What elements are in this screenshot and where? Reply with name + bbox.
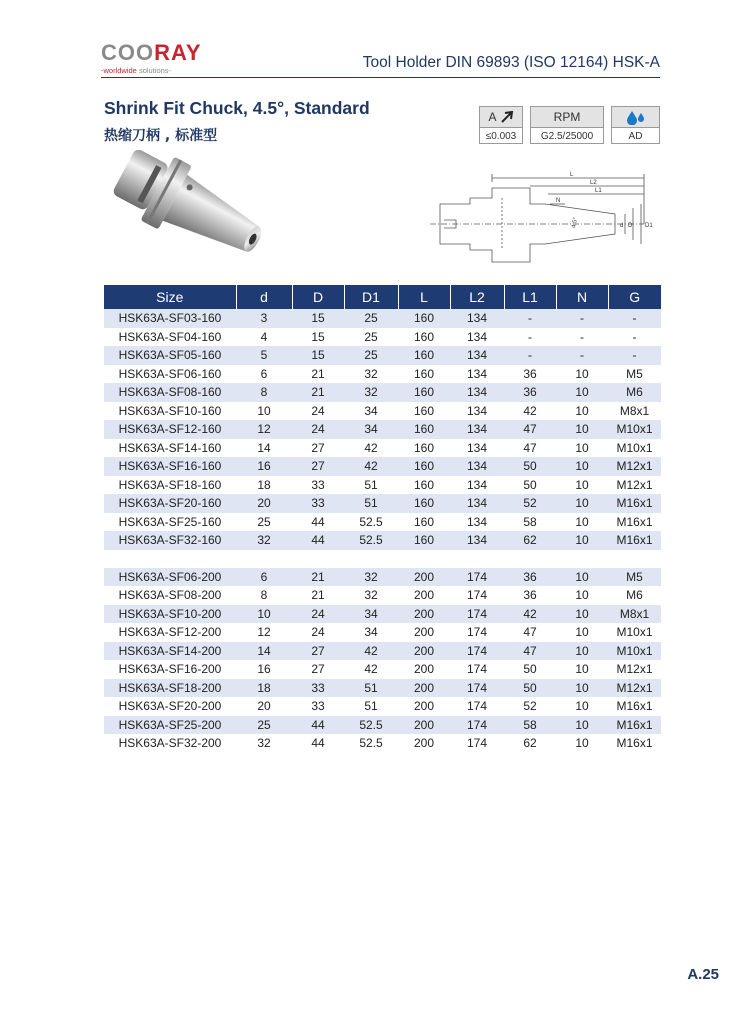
table-cell: 174 xyxy=(450,679,504,698)
table-cell: 36 xyxy=(504,568,556,587)
table-cell: HSK63A-SF16-200 xyxy=(118,662,222,677)
table-row xyxy=(104,716,661,735)
table-cell: HSK63A-SF18-200 xyxy=(104,679,236,698)
table-row xyxy=(104,660,661,679)
spec-runout-label: A xyxy=(488,110,497,124)
table-cell: - xyxy=(556,309,608,328)
table-row xyxy=(104,605,661,624)
table-header-row xyxy=(104,285,661,309)
column-header: L xyxy=(398,285,450,309)
table-cell: 36 xyxy=(504,383,556,402)
table-cell: 52.5 xyxy=(359,514,383,529)
table-cell: M6 xyxy=(626,588,643,603)
table-cell: 10 xyxy=(575,625,589,640)
table-cell: 10 xyxy=(575,477,589,492)
table-cell: 62 xyxy=(523,736,537,751)
table-cell: M16x1 xyxy=(608,716,661,735)
table-cell: 42 xyxy=(364,662,378,677)
table-cell: HSK63A-SF20-200 xyxy=(118,699,222,714)
table-cell: - xyxy=(504,309,556,328)
table-cell: 34 xyxy=(364,403,378,418)
table-cell: HSK63A-SF14-160 xyxy=(118,440,222,455)
table-cell: 10 xyxy=(575,514,589,529)
table-cell: - xyxy=(504,346,556,365)
table-cell: 32 xyxy=(364,366,378,381)
table-cell: M12x1 xyxy=(608,679,661,698)
table-cell: 36 xyxy=(523,366,537,381)
table-row xyxy=(104,531,661,550)
table-cell: - xyxy=(556,346,608,365)
table-cell: 134 xyxy=(466,366,488,381)
table-cell: 44 xyxy=(311,736,325,751)
table-cell: 42 xyxy=(344,457,398,476)
table-cell: M10x1 xyxy=(608,642,661,661)
spec-runout xyxy=(479,106,523,144)
page-number: A.25 xyxy=(687,966,719,983)
table-cell: 174 xyxy=(450,716,504,735)
table-cell: HSK63A-SF06-160 xyxy=(118,366,222,381)
table-row xyxy=(104,734,661,753)
table-cell: 10 xyxy=(556,568,608,587)
table-cell: 25 xyxy=(236,716,292,735)
table-cell: 34 xyxy=(364,625,378,640)
table-row xyxy=(104,568,661,587)
table-cell: 134 xyxy=(466,329,488,344)
table-cell: 134 xyxy=(450,346,504,365)
table-cell: 160 xyxy=(398,420,450,439)
table-row xyxy=(104,642,661,661)
dim-label-D1: D1 xyxy=(645,223,653,229)
table-cell: 10 xyxy=(556,605,608,624)
table-cell: - xyxy=(608,346,661,365)
table-cell: 160 xyxy=(413,403,435,418)
table-cell: HSK63A-SF32-200 xyxy=(118,736,222,751)
column-header: L2 xyxy=(450,285,504,309)
table-cell: 51 xyxy=(364,477,378,492)
table-cell: 174 xyxy=(450,642,504,661)
table-cell: 20 xyxy=(257,699,271,714)
table-cell: 10 xyxy=(575,403,589,418)
table-cell: 15 xyxy=(311,329,325,344)
table-row xyxy=(104,309,661,328)
spec-runout-value: ≤0.003 xyxy=(485,131,517,142)
brand-wordmark xyxy=(101,42,221,64)
table-cell: 134 xyxy=(450,383,504,402)
table-row xyxy=(104,513,661,532)
table-cell: M5 xyxy=(626,366,643,381)
table-cell: 16 xyxy=(257,662,271,677)
column-header: G xyxy=(608,285,661,309)
table-cell: 10 xyxy=(575,699,589,714)
table-cell: M12x1 xyxy=(608,457,661,476)
table-cell: 200 xyxy=(398,568,450,587)
table-cell: 52.5 xyxy=(344,531,398,550)
table-cell: 58 xyxy=(504,716,556,735)
table-cell: 52 xyxy=(504,494,556,513)
table-cell: 160 xyxy=(398,494,450,513)
table-cell: M16x1 xyxy=(616,514,653,529)
table-cell: 160 xyxy=(413,440,435,455)
table-cell: 10 xyxy=(556,531,608,550)
table-cell: 174 xyxy=(466,736,488,751)
table-row xyxy=(104,476,661,495)
table-cell: 50 xyxy=(504,457,556,476)
table-cell: 160 xyxy=(413,477,435,492)
table-cell: 50 xyxy=(504,679,556,698)
column-header: L1 xyxy=(504,285,556,309)
dim-label-L: L xyxy=(570,172,574,178)
table-row xyxy=(104,457,661,476)
table-cell: 200 xyxy=(398,605,450,624)
table-cell: 21 xyxy=(292,568,344,587)
table-cell: HSK63A-SF10-160 xyxy=(118,403,222,418)
table-row xyxy=(104,420,661,439)
table-cell: 32 xyxy=(344,383,398,402)
spec-rpm-label: RPM xyxy=(531,107,603,128)
table-cell: 200 xyxy=(413,588,435,603)
table-cell: HSK63A-SF08-200 xyxy=(118,588,222,603)
table-cell: 8 xyxy=(236,383,292,402)
table-cell: M5 xyxy=(608,568,661,587)
table-row xyxy=(104,586,661,605)
dim-label-d: d xyxy=(620,223,624,229)
brand-name-part2: RAY xyxy=(154,40,202,65)
table-cell: 10 xyxy=(556,679,608,698)
table-cell: 33 xyxy=(311,699,325,714)
table-cell: 4 xyxy=(260,329,268,344)
table-cell: 3 xyxy=(236,309,292,328)
table-cell: 34 xyxy=(344,420,398,439)
table-row xyxy=(104,623,661,642)
spacer-cell xyxy=(104,550,661,568)
table-cell: 10 xyxy=(556,716,608,735)
table-cell: 134 xyxy=(466,514,488,529)
table-cell: 21 xyxy=(292,383,344,402)
table-cell: 42 xyxy=(344,642,398,661)
table-cell: 58 xyxy=(523,514,537,529)
table-cell: 25 xyxy=(344,346,398,365)
table-cell: 160 xyxy=(398,457,450,476)
table-cell: 10 xyxy=(575,662,589,677)
table-cell: 50 xyxy=(523,662,537,677)
table-cell: 33 xyxy=(292,679,344,698)
table-cell: 47 xyxy=(504,420,556,439)
table-cell: 44 xyxy=(311,514,325,529)
table-cell: 44 xyxy=(292,531,344,550)
table-cell: 8 xyxy=(260,588,268,603)
brand-tagline xyxy=(101,66,221,75)
table-cell: M16x1 xyxy=(616,736,653,751)
table-cell: M12x1 xyxy=(616,477,653,492)
dim-label-D: D xyxy=(628,223,633,229)
table-group-spacer xyxy=(104,550,661,568)
table-cell: HSK63A-SF14-200 xyxy=(104,642,236,661)
product-title: Shrink Fit Chuck, 4.5°, Standard xyxy=(104,98,370,118)
table-cell: 5 xyxy=(236,346,292,365)
table-row xyxy=(104,383,661,402)
table-cell: 10 xyxy=(556,494,608,513)
table-row xyxy=(104,697,661,716)
table-cell: 160 xyxy=(413,329,435,344)
table-cell: 10 xyxy=(556,383,608,402)
dimensions-table xyxy=(104,285,661,753)
table-cell: HSK63A-SF08-160 xyxy=(104,383,236,402)
table-row xyxy=(104,328,661,347)
table-cell: 24 xyxy=(292,605,344,624)
table-cell: 200 xyxy=(398,716,450,735)
dim-label-angle: 4.5° xyxy=(571,217,580,229)
table-cell: 52.5 xyxy=(359,736,383,751)
table-cell: M12x1 xyxy=(616,662,653,677)
table-cell: M10x1 xyxy=(616,440,653,455)
table-cell: 134 xyxy=(450,420,504,439)
table-cell: M16x1 xyxy=(616,699,653,714)
table-cell: 25 xyxy=(257,514,271,529)
table-cell: 15 xyxy=(292,309,344,328)
table-cell: - xyxy=(528,329,532,344)
table-cell: 32 xyxy=(257,736,271,751)
table-cell: HSK63A-SF05-160 xyxy=(104,346,236,365)
coolant-drops-icon xyxy=(625,109,647,125)
table-cell: 20 xyxy=(236,494,292,513)
table-cell: 27 xyxy=(292,457,344,476)
table-cell: 42 xyxy=(364,440,378,455)
table-cell: 16 xyxy=(236,457,292,476)
dim-label-L1: L1 xyxy=(595,188,602,194)
runout-arrow-icon xyxy=(500,111,514,123)
table-cell: 10 xyxy=(556,642,608,661)
table-cell: 33 xyxy=(292,494,344,513)
spec-rpm xyxy=(530,106,604,144)
table-cell: 15 xyxy=(292,346,344,365)
header-rule xyxy=(101,77,660,78)
table-cell: 25 xyxy=(344,309,398,328)
table-cell: 42 xyxy=(504,605,556,624)
table-cell: 24 xyxy=(292,420,344,439)
brand-name-part1: COO xyxy=(101,40,155,65)
table-cell: 52.5 xyxy=(344,716,398,735)
column-header: d xyxy=(236,285,292,309)
table-cell: 36 xyxy=(523,588,537,603)
spec-rpm-value: G2.5/25000 xyxy=(540,131,594,142)
table-cell: 134 xyxy=(466,477,488,492)
table-cell: 134 xyxy=(450,531,504,550)
table-cell: 51 xyxy=(364,699,378,714)
column-header: D xyxy=(292,285,344,309)
table-cell: HSK63A-SF18-160 xyxy=(118,477,222,492)
table-cell: 33 xyxy=(311,477,325,492)
spec-coolant xyxy=(611,106,660,144)
table-cell: 18 xyxy=(257,477,271,492)
table-cell: 160 xyxy=(398,346,450,365)
table-cell: 200 xyxy=(413,662,435,677)
table-cell: 200 xyxy=(413,699,435,714)
table-cell: 160 xyxy=(398,309,450,328)
table-cell: HSK63A-SF12-160 xyxy=(104,420,236,439)
table-cell: 32 xyxy=(344,568,398,587)
table-cell: 6 xyxy=(260,366,268,381)
table-cell: 200 xyxy=(398,642,450,661)
table-cell: 6 xyxy=(236,568,292,587)
table-cell: 174 xyxy=(466,625,488,640)
table-cell: HSK63A-SF03-160 xyxy=(104,309,236,328)
table-cell: 134 xyxy=(450,494,504,513)
table-row xyxy=(104,494,661,513)
table-cell: 160 xyxy=(413,366,435,381)
table-cell: 12 xyxy=(236,420,292,439)
table-cell: HSK63A-SF04-160 xyxy=(118,329,222,344)
table-cell: 174 xyxy=(450,605,504,624)
table-cell: HSK63A-SF10-200 xyxy=(104,605,236,624)
table-cell: HSK63A-SF20-160 xyxy=(104,494,236,513)
table-cell: 200 xyxy=(413,625,435,640)
table-cell: M8x1 xyxy=(619,403,650,418)
table-cell: 160 xyxy=(398,531,450,550)
table-cell: 51 xyxy=(344,679,398,698)
table-cell: M16x1 xyxy=(608,494,661,513)
table-cell: 47 xyxy=(523,625,537,640)
table-cell: 12 xyxy=(257,625,271,640)
column-header: Size xyxy=(104,285,236,309)
table-cell: 200 xyxy=(413,736,435,751)
table-cell: 10 xyxy=(556,420,608,439)
technical-drawing xyxy=(430,164,666,282)
table-cell: 134 xyxy=(450,457,504,476)
table-row xyxy=(104,679,661,698)
table-row xyxy=(104,346,661,365)
table-cell: 51 xyxy=(344,494,398,513)
table-cell: 62 xyxy=(504,531,556,550)
table-cell: 42 xyxy=(523,403,537,418)
table-cell: 10 xyxy=(236,605,292,624)
column-header: D1 xyxy=(344,285,398,309)
table-cell: HSK63A-SF25-200 xyxy=(104,716,236,735)
table-cell: 10 xyxy=(556,457,608,476)
table-cell: 134 xyxy=(466,440,488,455)
table-cell: 174 xyxy=(450,568,504,587)
table-cell: 24 xyxy=(311,403,325,418)
table-cell: 14 xyxy=(236,642,292,661)
table-cell: 50 xyxy=(523,477,537,492)
table-cell: 25 xyxy=(364,329,378,344)
table-cell: 32 xyxy=(236,531,292,550)
table-cell: 174 xyxy=(466,588,488,603)
table-cell: 27 xyxy=(311,440,325,455)
table-cell: 160 xyxy=(413,514,435,529)
product-image xyxy=(108,150,286,278)
table-cell: 34 xyxy=(344,605,398,624)
table-cell: - xyxy=(608,309,661,328)
table-cell: - xyxy=(580,329,584,344)
column-header: N xyxy=(556,285,608,309)
table-cell: M10x1 xyxy=(608,420,661,439)
table-cell: 14 xyxy=(257,440,271,455)
table-cell: 27 xyxy=(311,662,325,677)
product-subtitle: 热缩刀柄 , 标准型 xyxy=(104,128,218,144)
table-cell: HSK63A-SF16-160 xyxy=(104,457,236,476)
table-cell: 52 xyxy=(523,699,537,714)
table-cell: 24 xyxy=(311,625,325,640)
brand-logo xyxy=(101,42,221,76)
table-cell: 21 xyxy=(311,588,325,603)
table-cell: - xyxy=(632,329,637,344)
table-cell: 27 xyxy=(292,642,344,661)
table-cell: 10 xyxy=(575,440,589,455)
table-cell: 160 xyxy=(398,383,450,402)
table-cell: 134 xyxy=(466,403,488,418)
table-cell: 200 xyxy=(398,679,450,698)
table-cell: 174 xyxy=(466,699,488,714)
table-cell: M6 xyxy=(608,383,661,402)
table-cell: 18 xyxy=(236,679,292,698)
table-cell: 32 xyxy=(364,588,378,603)
dim-label-L2: L2 xyxy=(590,180,597,186)
table-cell: HSK63A-SF25-160 xyxy=(118,514,222,529)
table-cell: M10x1 xyxy=(616,625,653,640)
brand-tagline-part1: -worldwide xyxy=(101,66,139,75)
table-cell: HSK63A-SF12-200 xyxy=(118,625,222,640)
table-row xyxy=(104,365,661,384)
table-cell: 21 xyxy=(311,366,325,381)
table-cell: 10 xyxy=(257,403,271,418)
table-row xyxy=(104,439,661,458)
table-cell: 10 xyxy=(575,366,589,381)
spec-coolant-value: AD xyxy=(628,131,643,142)
table-cell: 10 xyxy=(575,736,589,751)
table-cell: 10 xyxy=(575,588,589,603)
table-cell: 47 xyxy=(523,440,537,455)
table-cell: HSK63A-SF32-160 xyxy=(104,531,236,550)
table-cell: M8x1 xyxy=(608,605,661,624)
brand-tagline-part2: solutions- xyxy=(138,66,172,75)
table-cell: 47 xyxy=(504,642,556,661)
document-title: Tool Holder DIN 69893 (ISO 12164) HSK-A xyxy=(362,54,660,71)
table-cell: HSK63A-SF06-200 xyxy=(104,568,236,587)
table-row xyxy=(104,402,661,421)
dim-label-N: N xyxy=(556,198,561,204)
table-cell: 134 xyxy=(450,309,504,328)
table-cell: 174 xyxy=(466,662,488,677)
table-cell: 44 xyxy=(292,716,344,735)
table-cell: M16x1 xyxy=(608,531,661,550)
